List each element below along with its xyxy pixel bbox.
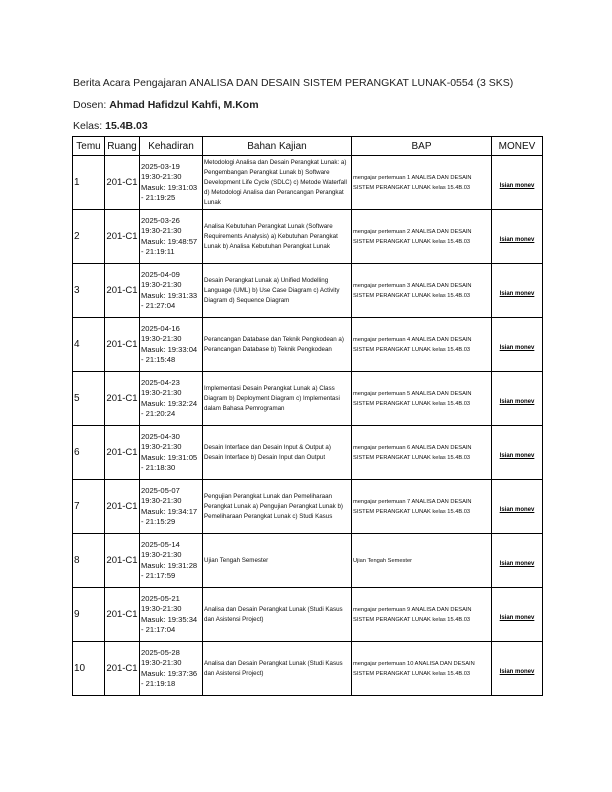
- study-material: Analisa dan Desain Perangkat Lunak (Studi Kasus dan Asistensi Project): [203, 588, 352, 642]
- bap-text: mengajar pertemuan 6 ANALISA DAN DESAIN SISTEM PERANGKAT LUNAK kelas 15.4B.03: [352, 426, 492, 480]
- bap-text: Ujian Tengah Semester: [352, 534, 492, 588]
- room: 201-C1: [105, 642, 140, 696]
- room: 201-C1: [105, 534, 140, 588]
- table-row: [73, 588, 543, 642]
- meeting-number: 2: [73, 210, 105, 264]
- bap-text: mengajar pertemuan 2 ANALISA DAN DESAIN SISTEM PERANGKAT LUNAK kelas 15.4B.03: [352, 210, 492, 264]
- bap-text: mengajar pertemuan 1 ANALISA DAN DESAIN SISTEM PERANGKAT LUNAK kelas 15.4B.03: [352, 156, 492, 210]
- table-row: [73, 642, 543, 696]
- bap-text: mengajar pertemuan 5 ANALISA DAN DESAIN SISTEM PERANGKAT LUNAK kelas 15.4B.03: [352, 372, 492, 426]
- check-in-time: Masuk: 19:31:28: [141, 560, 198, 570]
- check-out-time: - 21:20:24: [141, 408, 176, 418]
- study-material: Ujian Tengah Semester: [203, 534, 352, 588]
- meeting-date: 2025-03-26: [141, 216, 180, 226]
- col-header-kehadiran: Kehadiran: [140, 137, 203, 156]
- monev-link[interactable]: Isian monev: [499, 182, 535, 189]
- room: 201-C1: [105, 156, 140, 210]
- room: 201-C1: [105, 426, 140, 480]
- monev-cell: [492, 210, 543, 264]
- meeting-number: 5: [73, 372, 105, 426]
- bap-text: mengajar pertemuan 7 ANALISA DAN DESAIN SISTEM PERANGKAT LUNAK kelas 15.4B.03: [352, 480, 492, 534]
- meeting-date: 2025-05-21: [141, 594, 180, 604]
- monev-cell: [492, 318, 543, 372]
- class-line: [73, 120, 148, 132]
- check-out-time: - 21:19:18: [141, 678, 176, 688]
- title-prefix: Berita Acara Pengajaran: [73, 77, 187, 89]
- study-material: Metodologi Analisa dan Desain Perangkat Lunak: a) Pengembangan Perangkat Lunak b) Software Development Life Cycle (SDLC) c) Metode Waterfall d) Metodologi Analisa dan Perancangan Perangkat Lunak: [203, 156, 352, 210]
- meeting-date: 2025-03-19: [141, 162, 180, 172]
- check-in-time: Masuk: 19:31:05: [141, 452, 198, 462]
- meeting-time: 19:30-21:30: [141, 388, 182, 398]
- check-out-time: - 21:19:25: [141, 192, 176, 202]
- col-header-monev: MONEV: [492, 137, 543, 156]
- monev-link[interactable]: Isian monev: [499, 452, 535, 459]
- check-out-time: - 21:17:04: [141, 624, 176, 634]
- class-label: Kelas:: [73, 120, 103, 132]
- monev-link[interactable]: Isian monev: [499, 398, 535, 405]
- check-in-time: Masuk: 19:48:57: [141, 236, 198, 246]
- attendance-cell: [140, 534, 203, 588]
- lecturer-line: [73, 99, 259, 111]
- monev-link[interactable]: Isian monev: [499, 236, 535, 243]
- study-material: Analisa dan Desain Perangkat Lunak (Studi Kasus dan Asistensi Project): [203, 642, 352, 696]
- check-in-time: Masuk: 19:35:34: [141, 614, 198, 624]
- attendance-cell: [140, 588, 203, 642]
- meeting-date: 2025-05-07: [141, 486, 180, 496]
- room: 201-C1: [105, 372, 140, 426]
- meeting-time: 19:30-21:30: [141, 172, 182, 182]
- document-title: [73, 77, 513, 89]
- check-out-time: - 21:27:04: [141, 300, 176, 310]
- room: 201-C1: [105, 318, 140, 372]
- col-header-bap: BAP: [352, 137, 492, 156]
- study-material: Implementasi Desain Perangkat Lunak a) Class Diagram b) Deployment Diagram c) Implementasi dalam Bahasa Pemrograman: [203, 372, 352, 426]
- room: 201-C1: [105, 264, 140, 318]
- meeting-time: 19:30-21:30: [141, 226, 182, 236]
- check-in-time: Masuk: 19:31:33: [141, 290, 198, 300]
- meeting-number: 3: [73, 264, 105, 318]
- attendance-table: [72, 136, 543, 696]
- table-row: [73, 156, 543, 210]
- meeting-time: 19:30-21:30: [141, 442, 182, 452]
- monev-cell: [492, 156, 543, 210]
- table-row: [73, 534, 543, 588]
- lecturer-name: Ahmad Hafidzul Kahfi, M.Kom: [109, 99, 259, 111]
- meeting-date: 2025-05-14: [141, 540, 180, 550]
- table-row: [73, 264, 543, 318]
- bap-text: mengajar pertemuan 3 ANALISA DAN DESAIN SISTEM PERANGKAT LUNAK kelas 15.4B.03: [352, 264, 492, 318]
- monev-cell: [492, 264, 543, 318]
- col-header-ruang: Ruang: [105, 137, 140, 156]
- monev-cell: [492, 372, 543, 426]
- check-out-time: - 21:18:30: [141, 462, 176, 472]
- meeting-number: 1: [73, 156, 105, 210]
- monev-link[interactable]: Isian monev: [499, 668, 535, 675]
- meeting-date: 2025-04-23: [141, 378, 180, 388]
- table-row: [73, 426, 543, 480]
- attendance-cell: [140, 264, 203, 318]
- meeting-number: 6: [73, 426, 105, 480]
- check-in-time: Masuk: 19:32:24: [141, 398, 198, 408]
- attendance-cell: [140, 642, 203, 696]
- monev-link[interactable]: Isian monev: [499, 344, 535, 351]
- meeting-time: 19:30-21:30: [141, 550, 182, 560]
- room: 201-C1: [105, 480, 140, 534]
- lecturer-label: Dosen:: [73, 99, 107, 111]
- bap-text: mengajar pertemuan 9 ANALISA DAN DESAIN SISTEM PERANGKAT LUNAK kelas 15.4B.03: [352, 588, 492, 642]
- bap-text: mengajar pertemuan 10 ANALISA DAN DESAIN SISTEM PERANGKAT LUNAK kelas 15.4B.03: [352, 642, 492, 696]
- meeting-time: 19:30-21:30: [141, 658, 182, 668]
- monev-cell: [492, 426, 543, 480]
- room: 201-C1: [105, 588, 140, 642]
- course-name: ANALISA DAN DESAIN SISTEM PERANGKAT LUNAK: [189, 77, 447, 89]
- check-in-time: Masuk: 19:34:17: [141, 506, 198, 516]
- meeting-time: 19:30-21:30: [141, 334, 182, 344]
- attendance-cell: [140, 372, 203, 426]
- meeting-date: 2025-04-30: [141, 432, 180, 442]
- check-in-time: Masuk: 19:37:36: [141, 668, 198, 678]
- meeting-number: 10: [73, 642, 105, 696]
- meeting-date: 2025-04-16: [141, 324, 180, 334]
- check-out-time: - 21:19:11: [141, 246, 175, 256]
- meeting-time: 19:30-21:30: [141, 496, 182, 506]
- study-material: Analisa Kebutuhan Perangkat Lunak (Software Requirements Analysis) a) Kebutuhan Perangkat Lunak b) Analisa Kebutuhan Perangkat Lunak: [203, 210, 352, 264]
- check-in-time: Masuk: 19:31:03: [141, 182, 198, 192]
- study-material: Pengujian Perangkat Lunak dan Pemeliharaan Perangkat Lunak a) Pengujian Perangkat Lunak b) Pemeliharaan Perangkat Lunak c) Studi Kasus: [203, 480, 352, 534]
- check-in-time: Masuk: 19:33:04: [141, 344, 198, 354]
- table-row: [73, 372, 543, 426]
- monev-cell: [492, 480, 543, 534]
- study-material: Desain Perangkat Lunak a) Unified Modelling Language (UML) b) Use Case Diagram c) Activity Diagram d) Sequence Diagram: [203, 264, 352, 318]
- monev-cell: [492, 534, 543, 588]
- table-header-row: [73, 137, 543, 156]
- attendance-cell: [140, 426, 203, 480]
- monev-link[interactable]: Isian monev: [499, 560, 535, 567]
- monev-cell: [492, 588, 543, 642]
- study-material: Desain Interface dan Desain Input & Output a) Desain Interface b) Desain Input dan Output: [203, 426, 352, 480]
- meeting-number: 7: [73, 480, 105, 534]
- study-material: Perancangan Database dan Teknik Pengkodean a) Perancangan Database b) Teknik Pengkodean: [203, 318, 352, 372]
- course-code: -0554 (3 SKS): [446, 77, 514, 89]
- room: 201-C1: [105, 210, 140, 264]
- meeting-date: 2025-05-28: [141, 648, 180, 658]
- col-header-bahan-kajian: Bahan Kajian: [203, 137, 352, 156]
- check-out-time: - 21:17:59: [141, 570, 176, 580]
- attendance-cell: [140, 318, 203, 372]
- meeting-time: 19:30-21:30: [141, 280, 182, 290]
- attendance-cell: [140, 156, 203, 210]
- check-out-time: - 21:15:48: [141, 354, 176, 364]
- col-header-temu: Temu: [73, 137, 105, 156]
- meeting-date: 2025-04-09: [141, 270, 180, 280]
- meeting-number: 4: [73, 318, 105, 372]
- monev-cell: [492, 642, 543, 696]
- table-row: [73, 480, 543, 534]
- meeting-number: 8: [73, 534, 105, 588]
- monev-link[interactable]: Isian monev: [499, 290, 535, 297]
- bap-text: mengajar pertemuan 4 ANALISA DAN DESAIN SISTEM PERANGKAT LUNAK kelas 15.4B.03: [352, 318, 492, 372]
- monev-link[interactable]: Isian monev: [499, 506, 535, 513]
- class-value: 15.4B.03: [105, 120, 148, 132]
- table-row: [73, 318, 543, 372]
- attendance-cell: [140, 480, 203, 534]
- table-row: [73, 210, 543, 264]
- meeting-time: 19:30-21:30: [141, 604, 182, 614]
- check-out-time: - 21:15:29: [141, 516, 176, 526]
- monev-link[interactable]: Isian monev: [499, 614, 535, 621]
- attendance-cell: [140, 210, 203, 264]
- meeting-number: 9: [73, 588, 105, 642]
